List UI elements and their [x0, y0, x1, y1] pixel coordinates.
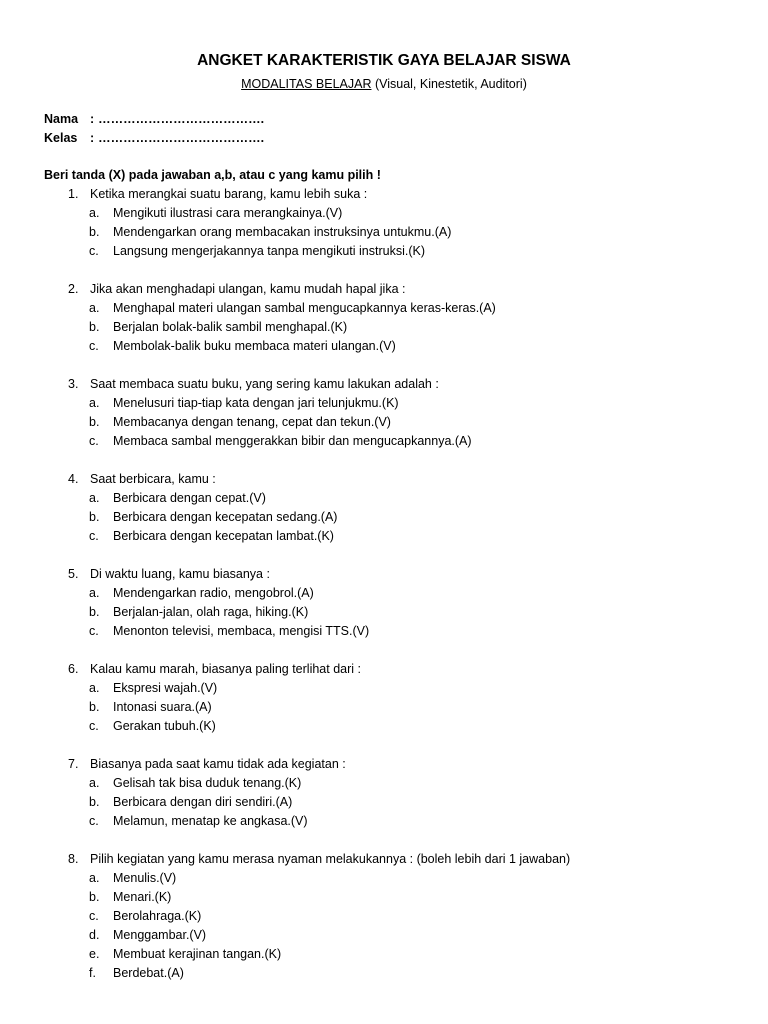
option-letter: b. — [89, 794, 100, 809]
question-text: Pilih kegiatan yang kamu merasa nyaman melakukannya : (boleh lebih dari 1 jawaban) — [90, 851, 571, 866]
instruction-before: Beri tanda — [44, 167, 109, 182]
option-letter: b. — [89, 604, 100, 619]
option-letter: a. — [89, 775, 100, 790]
option-list — [0, 774, 768, 831]
question-item — [0, 850, 768, 983]
document-title: ANGKET KARAKTERISTIK GAYA BELAJAR SISWA — [197, 52, 571, 69]
option-letter: a. — [89, 205, 100, 220]
option-text: Mendengarkan orang membacakan instruksinya untukmu.(A) — [113, 224, 452, 239]
option-text: Menggambar.(V) — [113, 927, 207, 942]
answer-option — [0, 679, 768, 698]
field-separator: : — [90, 130, 95, 145]
option-letter: b. — [89, 414, 100, 429]
answer-option — [0, 394, 768, 413]
option-letter: b. — [89, 889, 100, 904]
question-item — [0, 470, 768, 546]
question-text: Di waktu luang, kamu biasanya : — [90, 566, 270, 581]
option-list — [0, 299, 768, 356]
option-text: Menari.(K) — [113, 889, 172, 904]
option-list — [0, 869, 768, 983]
student-fields — [44, 110, 768, 148]
question-number: 4. — [68, 471, 79, 486]
answer-option — [0, 318, 768, 337]
question-number: 1. — [68, 186, 79, 201]
question-text: Kalau kamu marah, biasanya paling terlihat dari : — [90, 661, 361, 676]
answer-option — [0, 717, 768, 736]
subtitle-underlined: MODALITAS BELAJAR — [241, 76, 372, 91]
option-text: Berbicara dengan cepat.(V) — [113, 490, 266, 505]
option-letter: c. — [89, 813, 99, 828]
option-text: Menonton televisi, membaca, mengisi TTS.(V) — [113, 623, 370, 638]
answer-option — [0, 527, 768, 546]
question-row — [0, 660, 768, 679]
field-separator: : — [90, 111, 95, 126]
option-text: Berjalan bolak-balik sambil menghapal.(K) — [113, 319, 348, 334]
option-letter: c. — [89, 908, 99, 923]
question-row — [0, 280, 768, 299]
field-nama — [44, 110, 768, 129]
option-list — [0, 489, 768, 546]
answer-option — [0, 869, 768, 888]
answer-option — [0, 907, 768, 926]
field-label: Kelas — [44, 130, 78, 145]
question-number: 7. — [68, 756, 79, 771]
question-text: Saat membaca suatu buku, yang sering kamu lakukan adalah : — [90, 376, 439, 391]
question-text: Saat berbicara, kamu : — [90, 471, 216, 486]
answer-option — [0, 413, 768, 432]
option-text: Gerakan tubuh.(K) — [113, 718, 216, 733]
option-letter: f. — [89, 965, 96, 980]
answer-option — [0, 926, 768, 945]
option-letter: b. — [89, 224, 100, 239]
option-text: Membuat kerajinan tangan.(K) — [113, 946, 282, 961]
instruction-after: pada jawaban a,b, atau c yang kamu pilih ! — [125, 167, 381, 182]
option-letter: a. — [89, 490, 100, 505]
option-letter: a. — [89, 585, 100, 600]
answer-option — [0, 337, 768, 356]
question-list — [0, 185, 768, 983]
option-letter: a. — [89, 395, 100, 410]
question-item — [0, 185, 768, 261]
option-letter: e. — [89, 946, 100, 961]
question-row — [0, 185, 768, 204]
option-letter: c. — [89, 718, 99, 733]
option-text: Berjalan-jalan, olah raga, hiking.(K) — [113, 604, 309, 619]
question-item — [0, 660, 768, 736]
option-list — [0, 204, 768, 261]
option-text: Menulis.(V) — [113, 870, 177, 885]
question-row — [0, 850, 768, 869]
option-text: Ekspresi wajah.(V) — [113, 680, 218, 695]
field-kelas — [44, 129, 768, 148]
answer-option — [0, 793, 768, 812]
answer-option — [0, 204, 768, 223]
question-text: Jika akan menghadapi ulangan, kamu mudah hapal jika : — [90, 281, 406, 296]
answer-option — [0, 888, 768, 907]
option-text: Mengikuti ilustrasi cara merangkainya.(V) — [113, 205, 343, 220]
option-letter: b. — [89, 509, 100, 524]
answer-option — [0, 622, 768, 641]
option-letter: b. — [89, 699, 100, 714]
option-letter: c. — [89, 338, 99, 353]
instruction-mark: (X) — [108, 167, 126, 182]
option-text: Berbicara dengan kecepatan sedang.(A) — [113, 509, 338, 524]
option-list — [0, 394, 768, 451]
field-blank: …………………………………. — [98, 130, 265, 145]
answer-option — [0, 432, 768, 451]
answer-option — [0, 964, 768, 983]
option-text: Menelusuri tiap-tiap kata dengan jari telunjukmu.(K) — [113, 395, 399, 410]
answer-option — [0, 508, 768, 527]
question-number: 8. — [68, 851, 79, 866]
question-item — [0, 375, 768, 451]
question-text: Ketika merangkai suatu barang, kamu lebih suka : — [90, 186, 368, 201]
question-number: 2. — [68, 281, 79, 296]
option-letter: c. — [89, 243, 99, 258]
option-text: Gelisah tak bisa duduk tenang.(K) — [113, 775, 302, 790]
question-item — [0, 755, 768, 831]
question-row — [0, 470, 768, 489]
option-list — [0, 584, 768, 641]
field-label: Nama — [44, 111, 79, 126]
option-text: Mendengarkan radio, mengobrol.(A) — [113, 585, 314, 600]
document-subtitle — [0, 77, 768, 92]
answer-option — [0, 489, 768, 508]
option-text: Membolak-balik buku membaca materi ulangan.(V) — [113, 338, 396, 353]
option-letter: a. — [89, 300, 100, 315]
option-letter: b. — [89, 319, 100, 334]
option-text: Langsung mengerjakannya tanpa mengikuti instruksi.(K) — [113, 243, 425, 258]
option-text: Intonasi suara.(A) — [113, 699, 212, 714]
answer-option — [0, 242, 768, 261]
answer-option — [0, 812, 768, 831]
option-text: Berdebat.(A) — [113, 965, 184, 980]
answer-option — [0, 603, 768, 622]
option-letter: c. — [89, 623, 99, 638]
question-text: Biasanya pada saat kamu tidak ada kegiatan : — [90, 756, 346, 771]
question-item — [0, 565, 768, 641]
subtitle-rest: (Visual, Kinestetik, Auditori) — [371, 76, 527, 91]
option-list — [0, 679, 768, 736]
option-text: Menghapal materi ulangan sambal mengucapkannya keras-keras.(A) — [113, 300, 496, 315]
option-text: Melamun, menatap ke angkasa.(V) — [113, 813, 308, 828]
answer-option — [0, 584, 768, 603]
option-letter: a. — [89, 870, 100, 885]
question-number: 6. — [68, 661, 79, 676]
question-item — [0, 280, 768, 356]
question-row — [0, 565, 768, 584]
question-number: 3. — [68, 376, 79, 391]
option-text: Berbicara dengan kecepatan lambat.(K) — [113, 528, 334, 543]
question-number: 5. — [68, 566, 79, 581]
option-text: Membacanya dengan tenang, cepat dan tekun.(V) — [113, 414, 391, 429]
question-row — [0, 375, 768, 394]
instruction — [44, 166, 768, 185]
option-text: Berolahraga.(K) — [113, 908, 202, 923]
answer-option — [0, 774, 768, 793]
question-row — [0, 755, 768, 774]
option-text: Berbicara dengan diri sendiri.(A) — [113, 794, 293, 809]
field-blank: …………………………………. — [98, 111, 265, 126]
answer-option — [0, 223, 768, 242]
option-letter: c. — [89, 528, 99, 543]
option-letter: c. — [89, 433, 99, 448]
option-text: Membaca sambal menggerakkan bibir dan mengucapkannya.(A) — [113, 433, 472, 448]
answer-option — [0, 698, 768, 717]
option-letter: d. — [89, 927, 100, 942]
answer-option — [0, 299, 768, 318]
option-letter: a. — [89, 680, 100, 695]
answer-option — [0, 945, 768, 964]
